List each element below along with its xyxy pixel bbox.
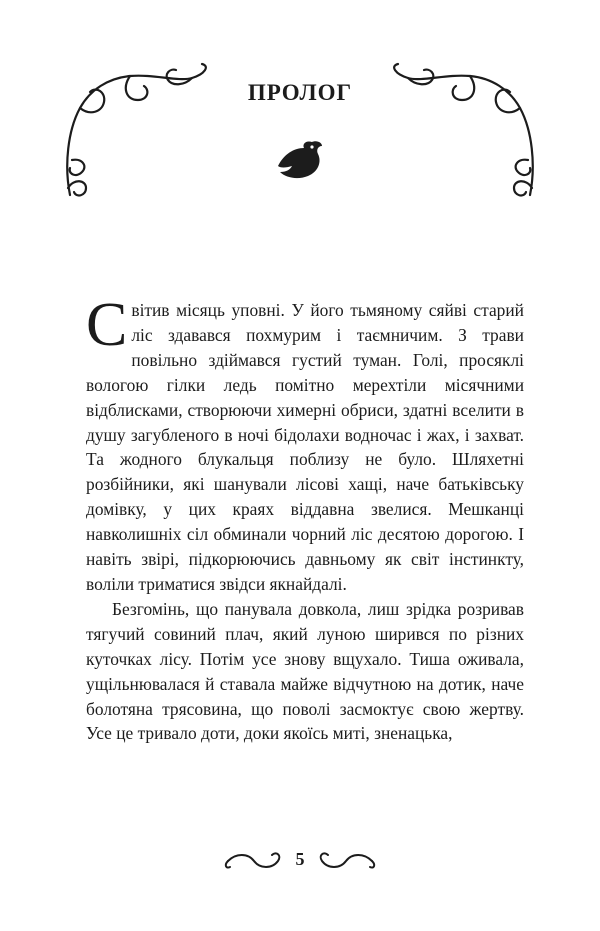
paragraph-1 bbox=[86, 291, 524, 597]
chapter-title: ПРОЛОГ bbox=[247, 80, 353, 105]
prologue-text bbox=[86, 291, 524, 746]
paragraph-1-text: вітив місяць уповні. У його тьмяному сяйві старий ліс здавався похмурим і таємничим. З трави повільно здіймався густий туман. Голі, просяклі вологою гілки ледь помітно мерехтіли місячними відблисками, створюючи химерні обриси, здатні вселити в душу загубленого в ночі бідолахи водночас і жах, і захват. Та жодного блукальця поблизу не було. Шляхетні розбійники, які шанували лісові хащі, наче батьківську домівку, у цих краях віддавна звелися. Мешканці навколишніх сіл обминали чорний ліс десятою дорогою. І навіть звірі, підкорюючись давньому як світ інстинкту, воліли триматися звідси якнайдалі. bbox=[86, 300, 524, 594]
page-number: 5 bbox=[295, 849, 305, 869]
paragraph-2: Безгомінь, що панувала довкола, лиш зрідка розривав тягучий совиний плач, який луною ширився по різних куточках лісу. Потім усе знову вщухало. Тиша оживала, ущільнювалася й ставала майже відчутною на дотик, наче болотяна трясовина, що поволі засмоктує свою жертву. Усе це тривало доти, доки якоїсь миті, зненацька, bbox=[86, 598, 524, 744]
page-footer bbox=[0, 843, 600, 877]
bird-wing-emblem-icon bbox=[272, 138, 328, 182]
drop-cap: С bbox=[86, 291, 128, 359]
